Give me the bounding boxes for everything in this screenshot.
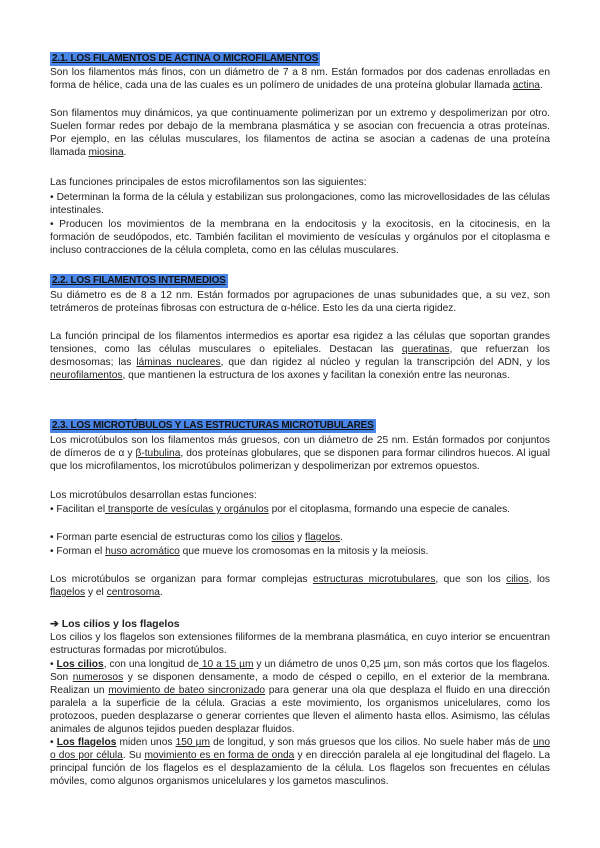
bullet-item xyxy=(50,736,550,788)
term-link: huso acromático xyxy=(105,546,180,557)
term-link: miosina xyxy=(88,147,124,158)
text: . Su xyxy=(122,750,145,761)
paragraph: Las funciones principales de estos microfilamentos son las siguientes: xyxy=(50,177,367,188)
term-bold: Los cilios xyxy=(56,659,104,670)
paragraph: Los microtúbulos desarrollan estas funciones: xyxy=(50,490,257,501)
paragraph xyxy=(50,573,550,599)
text: por el citoplasma, formando una especie de canales. xyxy=(268,504,511,515)
section-heading-intermediate: 2.2. LOS FILAMENTOS INTERMEDIOS xyxy=(52,275,226,286)
term-link: transporte de vesículas y orgánulos xyxy=(105,504,269,515)
text: , con una longitud de xyxy=(103,659,199,670)
text: , que dan rigidez al núcleo y regulan la transcripción del ADN, y los xyxy=(220,357,550,368)
term-link: flagelos xyxy=(50,587,86,598)
paragraph xyxy=(50,66,550,92)
term-link: centrosoma xyxy=(106,587,160,598)
text: . xyxy=(123,147,127,158)
bullet-item xyxy=(50,545,550,558)
term-link: láminas nucleares xyxy=(136,357,221,368)
paragraph: Los cilios y los flagelos son extensiones filiformes de la membrana plasmática, en cuyo interior se encuentran estructuras formadas por microtúbulos. xyxy=(50,632,550,656)
text: y se disponen densamente, a modo de césped o cepillo, en el exterior de la membrana. Realizan un xyxy=(50,672,550,696)
term-link: 150 µm xyxy=(175,737,211,748)
term-link: uno o dos por célula xyxy=(50,737,550,761)
text: Son filamentos muy dinámicos, ya que continuamente polimerizan por un extremo y despolimerizan por otro. Suelen formar redes por debajo de la membrana plasmática y se asocian con frecuencia a otras proteínas. Por ejemplo, en las células musculares, los filamentos de actina se asocian a cadenas de una proteína llamada xyxy=(50,108,550,158)
text: Los microtúbulos se organizan para formar complejas xyxy=(50,574,313,585)
bullet-item xyxy=(50,531,550,544)
text: . xyxy=(539,80,543,91)
paragraph xyxy=(50,434,550,473)
term-link: flagelos xyxy=(305,532,341,543)
text: • xyxy=(50,659,57,670)
text: y un diámetro de unos 0,25 µm, son más cortos que los flagelos. Son xyxy=(50,659,550,683)
text: para generar una ola que desplaza el fluido en una dirección paralela a la superficie de la célula. Gracias a este movimiento, los organismos unicelulares, como los protozoos, pueden desplazarse o generar corrientes que lleven el alimento hasta ellos. Asimismo, las células animales de algunos tejidos pueden desplazar fluidos. xyxy=(50,685,550,735)
text: , que son los xyxy=(435,574,507,585)
term-link: cilios xyxy=(271,532,295,543)
paragraph: Su diámetro es de 8 a 12 nm. Están formados por agrupaciones de unas subunidades que, a su vez, son tetrámeros de proteínas fibrosas con estructura de α-hélice. Esto les da una cierta rigidez. xyxy=(50,290,550,314)
term-link: estructuras microtubulares xyxy=(312,574,436,585)
text: • xyxy=(50,737,57,748)
text: Los microtúbulos son los filamentos más gruesos, con un diámetro de 25 nm. Están formados por conjuntos de dímeros de α y xyxy=(50,435,550,459)
term-link: β-tubulina xyxy=(135,448,181,459)
text: Son los filamentos más finos, con un diámetro de 7 a 8 nm. Están formados por dos cadenas enrolladas en forma de hélice, cada una de las cuales es un polímero de unidades de una proteína globular llamada xyxy=(50,67,550,91)
bullet-item xyxy=(50,658,550,736)
text: • Forman el xyxy=(50,546,106,557)
text: . xyxy=(340,532,343,543)
term-link: queratinas xyxy=(401,344,450,355)
text: y el xyxy=(85,587,107,598)
bullet-item xyxy=(50,503,550,516)
term-bold: Los flagelos xyxy=(56,737,117,748)
text: , que refuerzan los desmosomas; las xyxy=(50,344,550,368)
text: miden unos xyxy=(116,737,176,748)
term-link: cilios xyxy=(506,574,529,585)
paragraph xyxy=(50,330,550,382)
text: . xyxy=(159,587,163,598)
text: que mueve los cromosomas en la mitosis y la meiosis. xyxy=(179,546,429,557)
text: La función principal de los filamentos intermedios es aportar esa rigidez a las células que soportan grandes tensiones, como las células musculares o epiteliales. Destacan las xyxy=(50,331,550,355)
text: y xyxy=(294,532,305,543)
section-heading-actin: 2.1. LOS FILAMENTOS DE ACTINA O MICROFILAMENTOS xyxy=(52,53,319,64)
text: • Facilitan el xyxy=(50,504,106,515)
subheading-cilia-flagella: ➔ Los cilios y los flagelos xyxy=(50,618,180,630)
term-link: movimiento es en forma de onda xyxy=(144,750,295,761)
term-link: numerosos xyxy=(72,672,124,683)
text: , dos proteínas globulares, que se disponen para formar cilindros huecos. Al igual que los microfilamentos, los microtúbulos polimerizan y despolimerizan por extremos opuestos. xyxy=(50,448,550,472)
term-link: actina xyxy=(512,80,540,91)
paragraph xyxy=(50,107,550,159)
term-link: 10 a 15 µm xyxy=(198,659,254,670)
text: , los xyxy=(528,574,550,585)
bullet-item: • Producen los movimientos de la membrana en la endocitosis y la exocitosis, en la citocinesis, en la formación de seudópodos, etc. También facilitan el movimiento de vesículas y orgánulos por el citoplasma e incluso contracciones de la célula completa, como en las células musculares. xyxy=(50,219,550,256)
text: • Forman parte esencial de estructuras como los xyxy=(50,532,272,543)
text: y en dirección paralela al eje longitudinal del flagelo. La principal función de los flagelos es el desplazamiento de la célula. Los flagelos son frecuentes en células móviles, como algunos organismos unicelulares y los gametos masculinos. xyxy=(50,750,551,787)
term-link: movimiento de bateo sincronizado xyxy=(108,685,266,696)
term-link: neurofilamentos xyxy=(50,370,123,381)
text: de longitud, y son más gruesos que los cilios. No suele haber más de xyxy=(210,737,533,748)
bullet-item: • Determinan la forma de la célula y estabilizan sus prolongaciones, como las microvellosidades de las células intestinales. xyxy=(50,192,550,216)
section-heading-microtubules: 2.3. LOS MICROTÚBULOS Y LAS ESTRUCTURAS MICROTUBULARES xyxy=(52,420,374,431)
text: , que mantienen la estructura de los axones y facilitan la conexión entre las neuronas. xyxy=(122,370,510,381)
